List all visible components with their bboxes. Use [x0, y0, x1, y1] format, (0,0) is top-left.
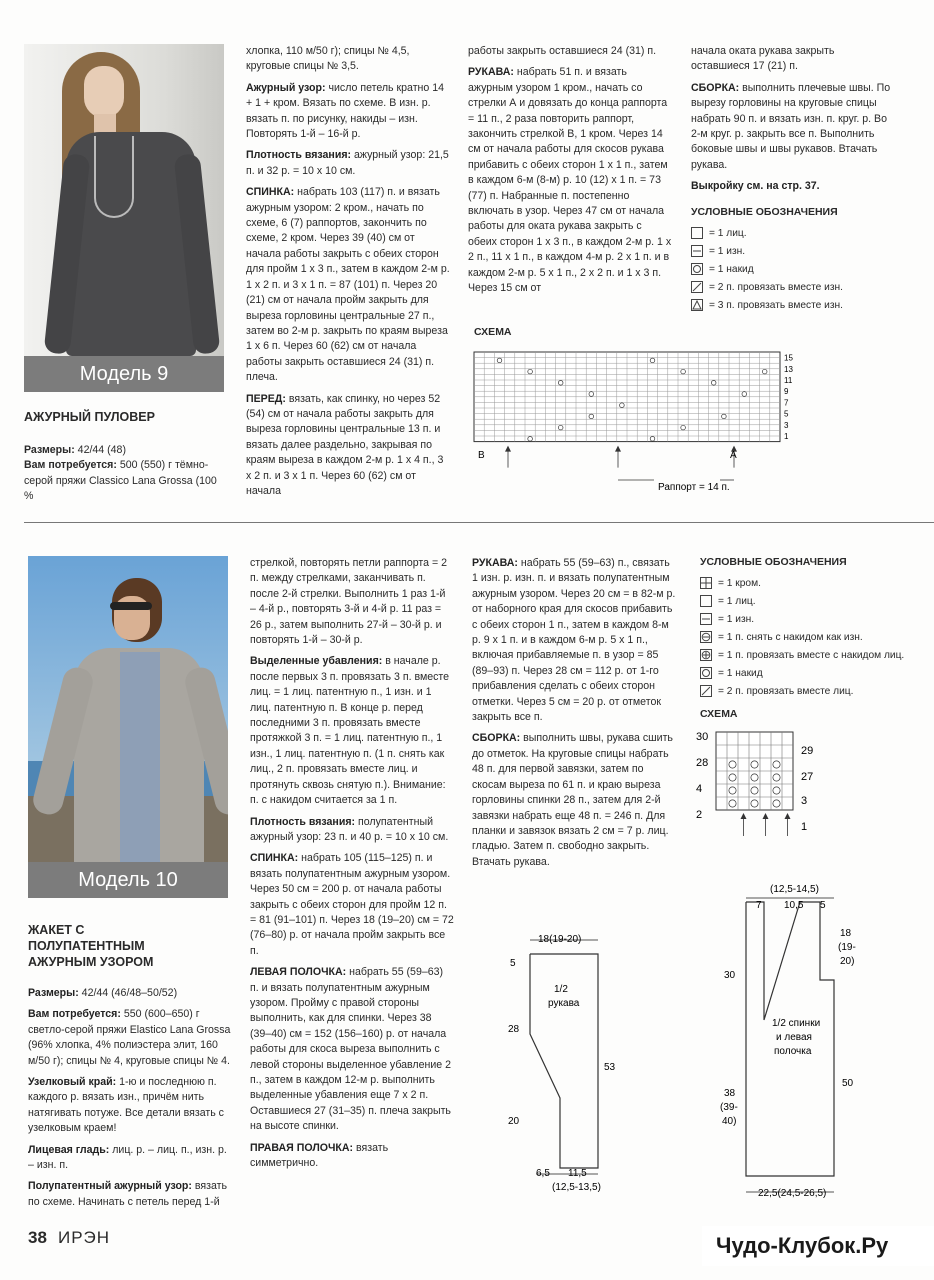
row-number: 4: [696, 783, 703, 795]
dash-icon: [691, 245, 703, 257]
arrow-head-icon: [763, 813, 769, 819]
body-l3: (39-: [720, 1102, 738, 1113]
model9-text-col2: [246, 44, 450, 505]
row-number: 2: [696, 809, 703, 821]
body-label1: 1/2 спинки: [772, 1018, 821, 1029]
legend-item: [700, 646, 926, 664]
legend-text: = 1 изн.: [718, 613, 755, 625]
paragraph: [250, 556, 454, 648]
triangle-icon: [691, 299, 703, 311]
paragraph-text: начала оката рукава закрыть оставшиеся 17 (21) п.: [691, 45, 835, 73]
legend-item: [700, 664, 926, 682]
sleeve-h2: 20: [508, 1116, 520, 1127]
paragraph: [246, 148, 450, 179]
sleeve-width: 18(19-20): [538, 934, 582, 945]
body-t2: 10,5: [784, 900, 804, 911]
paragraph-heading: ПЕРЕД:: [246, 392, 286, 405]
model10-legend-title: УСЛОВНЫЕ ОБОЗНАЧЕНИЯ: [700, 556, 847, 568]
model10-text-col1: [28, 986, 233, 1210]
row-number: 9: [784, 387, 789, 397]
legend-item: [700, 682, 926, 700]
paragraph-text: набрать 55 (59–63) п. и вязать полупатентным ажурным узором. Пройму с правой стороны выполнить, как для спинки. Через 38 (39–40) см = 152 (156–160) р. от начала работы для скоса выреза выполнить с левой стороны выделенное убавление 2 п., затем в каждом 12-м р. выполнить выделенные убавления еще 7 х 2 п. Оставшиеся 27 (31–35) п. плеча закрыть на высоте спинки.: [250, 966, 451, 1133]
paragraph-text: набрать 105 (115–125) п. и вязать полупатентным ажурным узором. Через 50 см = 200 р. от начала работы закрыть с обеих сторон для пройм 12 п. = 81 (91–101) п. Через 18 (19–20) см = 72 (76–80) р. от начала пройм закрыть все п.: [250, 852, 454, 957]
paragraph-heading: ПРАВАЯ ПОЛОЧКА:: [250, 1141, 354, 1154]
sleeve-total: 53: [604, 1062, 616, 1073]
slash-icon: [691, 281, 703, 293]
paragraph-text: вязать симметрично.: [250, 1141, 389, 1170]
section-divider: [24, 522, 934, 523]
paragraph-heading: СПИНКА:: [250, 852, 299, 865]
rapport-label: Раппорт = 14 п.: [658, 482, 730, 493]
empty-icon: [691, 227, 703, 239]
sleeve-b3: (12,5-13,5): [552, 1182, 601, 1193]
paragraph: [250, 815, 454, 846]
arrow-a-label: А: [730, 450, 737, 461]
legend-text: = 2 п. провязать вместе изн.: [709, 281, 843, 293]
plusbox-icon: [700, 577, 712, 589]
legend-item: [700, 628, 926, 646]
body-label3: полочка: [774, 1046, 812, 1057]
model9-photo: [24, 44, 224, 392]
row-number: 5: [784, 409, 789, 419]
paragraph-heading: СБОРКА:: [472, 732, 521, 745]
circleplus-icon: [700, 649, 712, 661]
paragraph-heading: Плотность вязания:: [246, 149, 352, 162]
paragraph-text: в начале р. после первых 3 п. провязать 3 п. вместе лиц. = 1 лиц. патентную п., 1 изн. и 1 лиц. патентную п. В конце р. перед последними 3 п. провязать вместе протяжкой 3 п. = 1 лиц. патентную п., 1 изн., 1 лиц. патентную п. (1 п. снять как лиц., 2 п. провязать вместе лиц. и протянуть сквозь снятую п.). Внимание: п. с накидом считается за 1 п.: [250, 655, 450, 807]
paragraph: [28, 1075, 233, 1137]
paragraph-text: полупатентный ажурный узор: 23 п. и 40 р. = 10 х 10 см.: [250, 815, 449, 843]
legend-item: [700, 592, 926, 610]
model10-chart-title: СХЕМА: [700, 708, 738, 720]
paragraph-text: выполнить плечевые швы. По вырезу горловины на круговые спицы набрать 90 п. и вязать изн. п. круг. р. Во 2-м круг. р. закрыть все п. Выполнить боковые швы и швы рукавов. Втачать рукава.: [691, 81, 891, 171]
paragraph-heading: ЛЕВАЯ ПОЛОЧКА:: [250, 966, 347, 979]
paragraph-heading: Ажурный узор:: [246, 81, 326, 94]
model9-text-col3: [468, 44, 672, 303]
paragraph: [246, 392, 450, 500]
paragraph: [28, 1007, 233, 1069]
row-number: 7: [784, 398, 789, 408]
body-top: (12,5-14,5): [770, 884, 819, 895]
paragraph-heading: Плотность вязания:: [250, 815, 356, 828]
paragraph: [250, 851, 454, 959]
paragraph: [691, 44, 896, 75]
empty-icon: [700, 595, 712, 607]
paragraph: [246, 185, 450, 385]
paragraph-heading: РУКАВА:: [468, 66, 514, 79]
legend-text: = 1 лиц.: [718, 595, 756, 607]
body-l4: 40): [722, 1116, 737, 1127]
paragraph-heading: Полупатентный ажурный узор:: [28, 1180, 192, 1193]
body-l1: 30: [724, 970, 736, 981]
model9-text-col4: [691, 44, 896, 201]
legend-text: = 1 изн.: [709, 245, 746, 257]
paragraph-heading: РУКАВА:: [472, 557, 518, 569]
row-number: 29: [801, 745, 814, 757]
row-number: 28: [696, 757, 709, 769]
paragraph: [472, 731, 676, 870]
paragraph-text: выполнить швы, рукава сшить до отметок. На круговые спицы набрать 48 п. для первой завязки, затем по скосам выреза по 61 п. и краю выреза горловины спинки 28 п., затем для 2-й завязки набрать еще 48 п. = 246 п. Для планки и завязок вязать 2 см = 7 р. лиц. гладью. Затем п. свободно закрыть. Втачать рукава.: [472, 732, 673, 868]
row-number: 11: [784, 376, 793, 385]
paragraph-text: лиц. р. – лиц. п., изн. р. – изн. п.: [28, 1143, 227, 1172]
paragraph-text: вязать, как спинку, но через 52 (54) см от начала работы закрыть для выреза горловины центральные 13 п. и вязать далее раздельно, закрывая по краям выреза в каждом 2-м р. 1 х 4 п., 3 х 2 п. и 3 х 1 п. Через 60 (62) см от начала: [246, 392, 444, 497]
row-number: 1: [801, 821, 808, 833]
sleeve-top: 5: [510, 958, 516, 969]
model10-text-col3: [472, 556, 676, 876]
sleeve-schematic: [490, 928, 660, 1198]
model9-label: Модель 9: [24, 356, 224, 392]
paragraph-text: набрать 51 п. и вязать ажурным узором 1 кром., начать со стрелки А и довязать до конца раппорта = 11 п., 2 раза повторить раппорт, закончить стрелкой В, 1 кром. Через 14 см от начала работы для скосов рукава прибавить с обеих сторон 1 х 1 п., затем в каждом 6-м (8-м) р. 10 (12) х 1 п. = 73 (77) п. Набранные п. постепенно включать в узор. Через 47 см от начала работы для оката рукава закрыть с обеих сторон 1 х 3 п., в каждом 2-м р. 1 х 2 п., 11 х 1 п., в каждом 4-м р. 2 х 1 п. и в каждом 2-м р. 5 х 1 п., 2 х 2 п. и 1 х 3 п. Через 15 см от: [468, 66, 672, 295]
paragraph-heading: Вам потребуется:: [28, 1008, 121, 1021]
row-number: 3: [784, 420, 789, 430]
paragraph-text: вязать по схеме. Начинать с петель перед 1-й: [28, 1180, 227, 1208]
model9-chart-title: СХЕМА: [474, 326, 512, 338]
legend-item: [691, 278, 901, 296]
paragraph-heading: Выкройку см. на стр. 37.: [691, 180, 820, 193]
paragraph-heading: Выделенные убавления:: [250, 655, 383, 668]
paragraph-text: ажурный узор: 21,5 п. и 32 р. = 10 х 10 см.: [246, 149, 449, 177]
arrow-b-head-icon: [505, 446, 511, 452]
paragraph-heading: Размеры:: [28, 987, 79, 999]
model9-title: АЖУРНЫЙ ПУЛОВЕР: [24, 410, 155, 424]
legend-item: [691, 224, 901, 242]
legend-item: [691, 260, 901, 278]
paragraph-text: число петель кратно 14 + 1 + кром. Вязать по схеме. В изн. р. вязать п. по рисунку, накиды – изн. Повторять 1-й – 16-й р.: [246, 81, 445, 141]
sleeve-b1: 6,5: [536, 1168, 550, 1179]
row-number: 13: [784, 364, 793, 374]
model10-text-col2: [250, 556, 454, 1177]
page-number: 38: [28, 1228, 47, 1247]
slash-icon: [700, 685, 712, 697]
legend-text: = 3 п. провязать вместе изн.: [709, 299, 843, 311]
paragraph-text: набрать 55 (59–63) п., связать 1 изн. р. изн. п. и вязать полупатентным ажурным узором. Через 20 см = в 82-м р. от наборного края для скосов прибавить с обеих сторон 1 п., затем в каждом 8-м р. 9 х 1 п. и в каждом 6-м р. 5 х 1 п., включая прибавляемые п. в узор = 85 (89–93) п. Через 28 см = 112 р. от 1-го прибавления сделать с обеих сторон отметки. Через 5 см = 20 р. от отметок закрыть все п.: [472, 557, 676, 724]
dash-icon: [700, 613, 712, 625]
paragraph-text: набрать 103 (117) п. и вязать ажурным узором: 2 кром., начать по схеме, 6 (7) раппортов, закончить по схеме, 2 кром. Через 39 (40) см от начала работы закрыть с обеих сторон для пройм 1 х 3 п., затем в каждом 2-м р. 1 х 2 п. и 3 х 1 п. = 87 (101) п. Через 20 (21) см от начала пройм закрыть для выреза горловины центральные 27 п., затем во 2-м р. закрыть по краям выреза 1 х 6 п. Через 60 (62) см от начала работы закрыть оставшиеся 24 (31) п. плеча.: [246, 186, 450, 384]
body-t1: 7: [756, 900, 762, 911]
arrow-head-icon: [741, 813, 747, 819]
paragraph-text: 42/44 (46/48–50/52): [78, 987, 178, 999]
paragraph-text: хлопка, 110 м/50 г); спицы № 4,5, круговые спицы № 3,5.: [246, 45, 410, 73]
paragraph-text: стрелкой, повторять петли раппорта = 2 п. между стрелками, заканчивать п. после 2-й стрелки. Выполнить 1 раз 1-й – 4-й р., повторять 3-й и 4-й р. 11 раз = 26 р., затем выполнить 27-й – 30-й р. и повторять 1-й – 30-й р.: [250, 557, 448, 647]
sleeve-label1: 1/2: [554, 984, 568, 995]
sleeve-h1: 28: [508, 1024, 520, 1035]
paragraph: [28, 986, 233, 1001]
arrow-head-icon: [785, 813, 791, 819]
model10-legend: [700, 574, 926, 700]
paragraph: [246, 81, 450, 143]
legend-text: = 1 накид: [718, 667, 763, 679]
sleeve-b2: 11,5: [568, 1168, 587, 1179]
row-number: 1: [784, 432, 789, 441]
body-r2: (19-: [838, 942, 856, 953]
legend-text: = 1 кром.: [718, 577, 761, 589]
paragraph-text: 1-ю и последнюю п. каждого р. вязать изн., причём нить натягивать потуже. Все детали вязать с узелковым краем!: [28, 1076, 224, 1135]
paragraph: [691, 179, 896, 194]
body-r3: 20): [840, 956, 855, 967]
paragraph: [28, 1179, 233, 1210]
body-r1: 18: [840, 928, 852, 939]
model10-photo: [28, 556, 228, 898]
legend-text: = 1 лиц.: [709, 227, 747, 239]
arrow-b-label: В: [478, 450, 485, 461]
legend-item: [691, 296, 901, 314]
body-h50: 50: [842, 1078, 854, 1089]
paragraph: [250, 965, 454, 1134]
legend-item: [700, 574, 926, 592]
body-bottom: 22,5(24,5-26,5): [758, 1188, 827, 1199]
legend-text: = 1 п. снять с накидом как изн.: [718, 631, 863, 643]
model10-title: ЖАКЕТ С ПОЛУПАТЕНТНЫМ АЖУРНЫМ УЗОРОМ: [28, 923, 154, 969]
row-number: 30: [696, 731, 709, 743]
paragraph: [472, 556, 676, 725]
paragraph-text: 550 (600–650) г светло-серой пряжи Elastico Lana Grossa (96% хлопка, 4% полиэстера элит, 160 м/50 г); спицы № 4, круговые спицы № 4.: [28, 1008, 231, 1067]
paragraph-heading: Узелковый край:: [28, 1076, 117, 1089]
model9-sizes: Размеры: 42/44 (48): [24, 444, 126, 456]
circle-icon: [700, 667, 712, 679]
paragraph: [28, 1143, 233, 1174]
circledash-icon: [700, 631, 712, 643]
model9-legend: [691, 224, 901, 314]
paragraph: [250, 654, 454, 808]
row-number: 3: [801, 795, 808, 807]
watermark: Чудо-Клубок.Ру: [702, 1226, 934, 1266]
model9-legend-title: УСЛОВНЫЕ ОБОЗНАЧЕНИЯ: [691, 206, 838, 218]
legend-text: = 2 п. провязать вместе лиц.: [718, 685, 854, 697]
arrow-up-head-icon: [615, 446, 621, 452]
model10-label: Модель 10: [28, 862, 228, 898]
paragraph-text: работы закрыть оставшиеся 24 (31) п.: [468, 45, 657, 57]
paragraph: [246, 44, 450, 75]
paragraph: [468, 65, 672, 296]
legend-text: = 1 п. провязать вместе с накидом лиц.: [718, 649, 905, 661]
model9-chart: [468, 344, 808, 494]
row-number: 15: [784, 353, 793, 363]
body-label2: и левая: [776, 1032, 812, 1043]
paragraph: [250, 1141, 454, 1172]
body-l2: 38: [724, 1088, 736, 1099]
body-t3: 5: [820, 900, 826, 911]
paragraph: [468, 44, 672, 59]
legend-item: [700, 610, 926, 628]
circle-icon: [691, 263, 703, 275]
paragraph-heading: Лицевая гладь:: [28, 1143, 110, 1156]
model9-needs: Вам потребуется: 500 (550) г тёмно-серой пряжи Classico Lana Grossa (100 %: [24, 459, 217, 503]
legend-item: [691, 242, 901, 260]
paragraph-heading: СПИНКА:: [246, 186, 295, 199]
model10-chart: [694, 726, 834, 856]
sleeve-label2: рукава: [548, 998, 580, 1009]
paragraph-heading: СБОРКА:: [691, 81, 740, 94]
legend-text: = 1 накид: [709, 263, 754, 275]
body-schematic: [700, 880, 910, 1210]
magazine-name: ИРЭН: [58, 1228, 111, 1247]
paragraph: [691, 81, 896, 173]
row-number: 27: [801, 771, 814, 783]
